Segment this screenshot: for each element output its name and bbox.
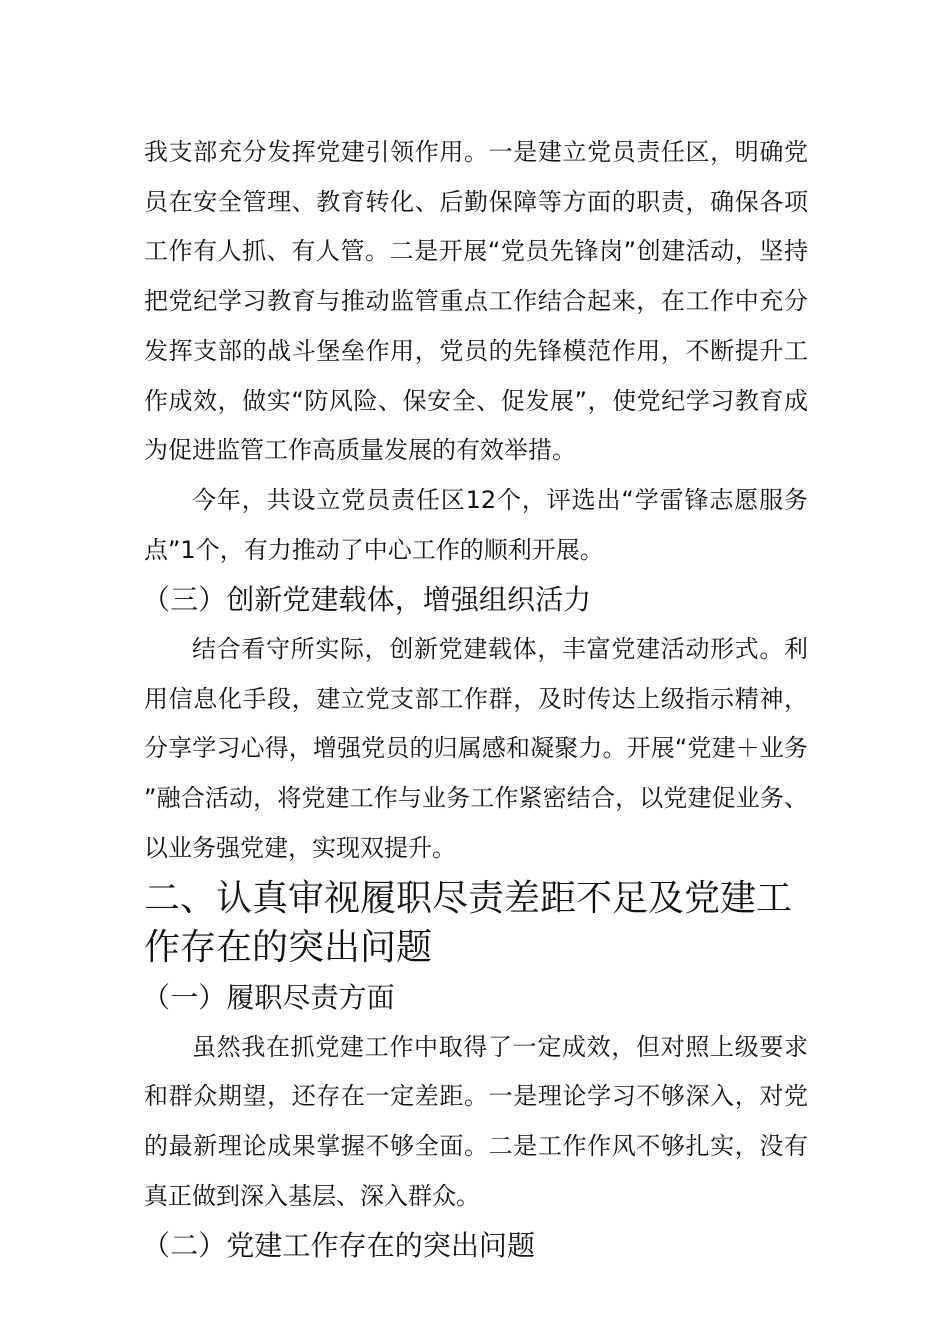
document-body	[144, 128, 808, 1271]
paragraph-gaps: 虽然我在抓党建工作中取得了一定成效，但对照上级要求和群众期望，还存在一定差距。一是理论学习不够深入，对党的最新理论成果掌握不够全面。二是工作作风不够扎实，没有真正做到深入基层、深入群众。	[144, 1032, 808, 1210]
paragraph-innovation: 结合看守所实际，创新党建载体，丰富党建活动形式。利用信息化手段，建立党支部工作群，及时传达上级指示精神，分享学习心得，增强党员的归属感和凝聚力。开展“党建＋业务”融合活动，将党建工作与业务工作紧密结合，以党建促业务、以业务强党建，实现双提升。	[144, 635, 808, 862]
section-heading-innovate-carriers: （三）创新党建载体，增强组织活力	[142, 583, 592, 617]
section-heading-duty-performance: （一）履职尽责方面	[142, 980, 395, 1014]
section-heading-party-issues: （二）党建工作存在的突出问题	[142, 1229, 536, 1263]
section-heading-problems: 二、认真审视履职尽责差距不足及党建工作存在的突出问题	[144, 877, 793, 969]
paragraph-party-leadership: 我支部充分发挥党建引领作用。一是建立党员责任区，明确党员在安全管理、教育转化、后勤保障等方面的职责，确保各项工作有人抓、有人管。二是开展“党员先锋岗”创建活动，坚持把党纪学习教育与推动监管重点工作结合起来，在工作中充分发挥支部的战斗堡垒作用，党员的先锋模范作用，不断提升工作成效，做实“防风险、保安全、促发展”，使党纪学习教育成为促进监管工作高质量发展的有效举措。	[144, 138, 808, 465]
paragraph-responsibility-zones: 今年，共设立党员责任区12个，评选出“学雷锋志愿服务点”1个，有力推动了中心工作的顺利开展。	[144, 485, 808, 564]
